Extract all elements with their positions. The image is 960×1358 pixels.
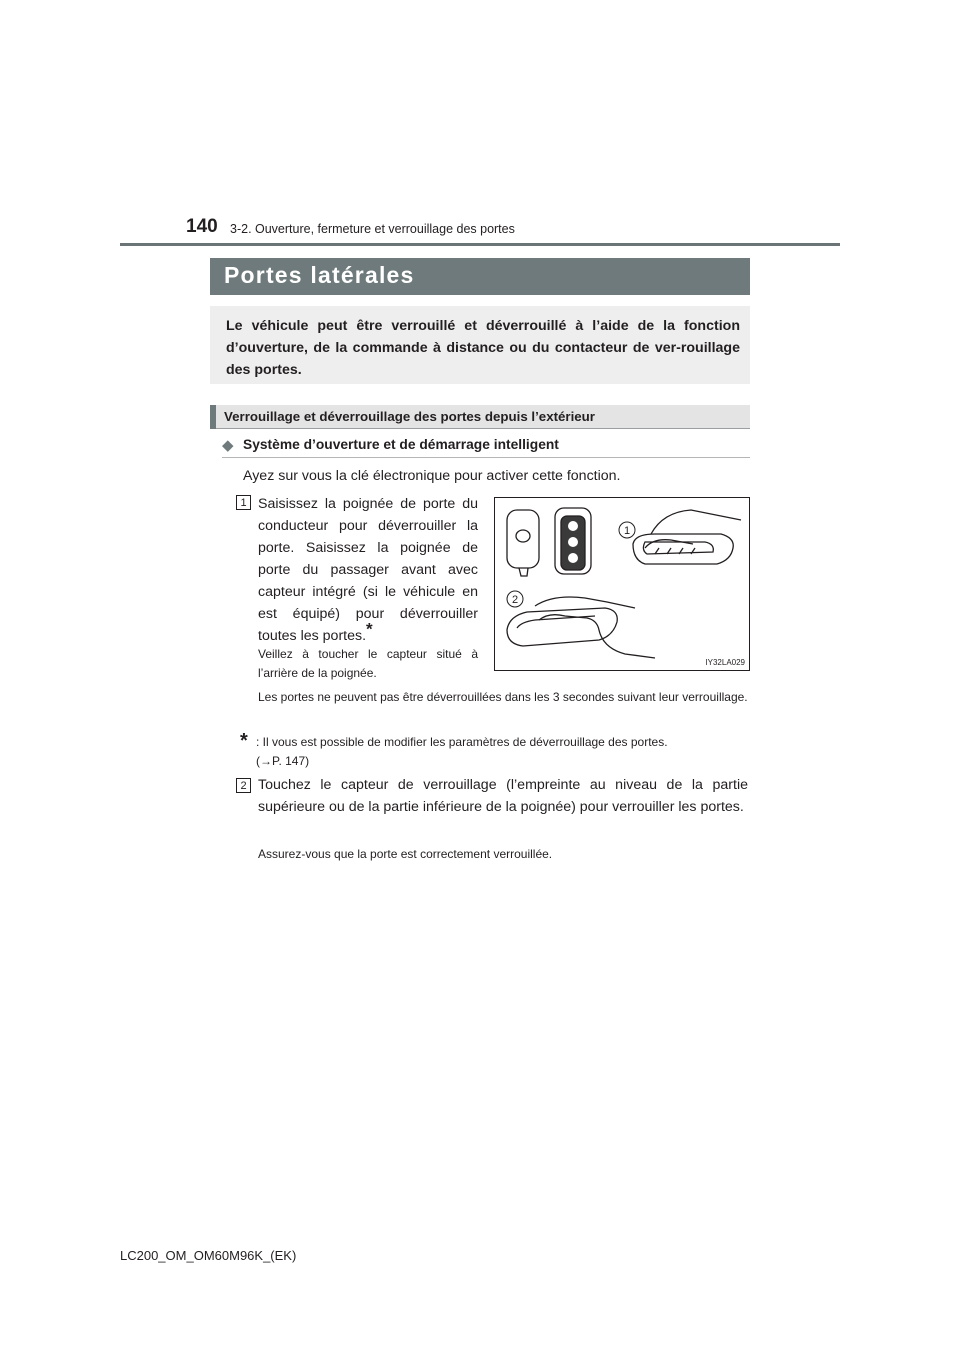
page-number: 140 bbox=[186, 216, 218, 237]
figure-code: IY32LA029 bbox=[705, 658, 745, 667]
step-1-badge: 1 bbox=[236, 495, 251, 510]
step-1-text-body: Saisissez la poignée de porte du conducteur pour déverrouiller la porte. Saisissez la poignée de porte du passager avant avec capteur intégré (si le véhicule en est équipé) pour déverrouiller toutes les portes. bbox=[258, 496, 478, 644]
asterisk-mark: * bbox=[366, 619, 373, 639]
lead-paragraph: Ayez sur vous la clé électronique pour activer cette fonction. bbox=[243, 468, 621, 484]
footer-doc-code: LC200_OM_OM60M96K_(EK) bbox=[120, 1248, 297, 1263]
callout-1: 1 bbox=[623, 525, 631, 537]
step-1-text bbox=[258, 493, 478, 647]
subsection-title: Verrouillage et déverrouillage des portes depuis l’extérieur bbox=[224, 409, 595, 424]
page-title: Portes latérales bbox=[224, 262, 415, 288]
diamond-bullet-icon: ◆ bbox=[222, 437, 234, 454]
feature-rule bbox=[222, 457, 750, 458]
section-breadcrumb: 3-2. Ouverture, fermeture et verrouillage des portes bbox=[230, 222, 515, 236]
footnote-page-ref: (→P. 147) bbox=[256, 754, 310, 768]
step-2-text: Touchez le capteur de verrouillage (l’empreinte au niveau de la partie supérieure ou de la partie inférieure de la poignée) pour verrouiller les portes. bbox=[258, 777, 748, 815]
footnote-text: : Il vous est possible de modifier les paramètres de déverrouillage des portes. bbox=[256, 735, 668, 749]
page-title-bar bbox=[210, 258, 750, 295]
step-2-note: Assurez-vous que la porte est correctement verrouillée. bbox=[258, 847, 553, 861]
key-and-door-handle-illustration bbox=[494, 497, 750, 671]
intro-text: Le véhicule peut être verrouillé et déverrouillé à l’aide de la fonction d’ouverture, de la commande à distance ou du contacteur de ver-rouillage des portes. bbox=[226, 318, 740, 378]
intro-box bbox=[210, 306, 750, 384]
step-2-badge: 2 bbox=[236, 778, 251, 793]
callout-2: 2 bbox=[511, 594, 519, 606]
step-1-note-2: Les portes ne peuvent pas être déverrouillées dans les 3 secondes suivant leur verrouillage. bbox=[258, 690, 748, 704]
subsection-bar bbox=[210, 405, 750, 429]
footnote-asterisk: * bbox=[240, 730, 248, 752]
step-1-note-1: Veillez à toucher le capteur situé à l’arrière de la poignée. bbox=[258, 647, 478, 680]
subsection-accent bbox=[210, 405, 216, 429]
illustration-svg bbox=[495, 498, 749, 670]
feature-title: Système d’ouverture et de démarrage intelligent bbox=[243, 437, 559, 452]
header-rule bbox=[120, 243, 840, 246]
